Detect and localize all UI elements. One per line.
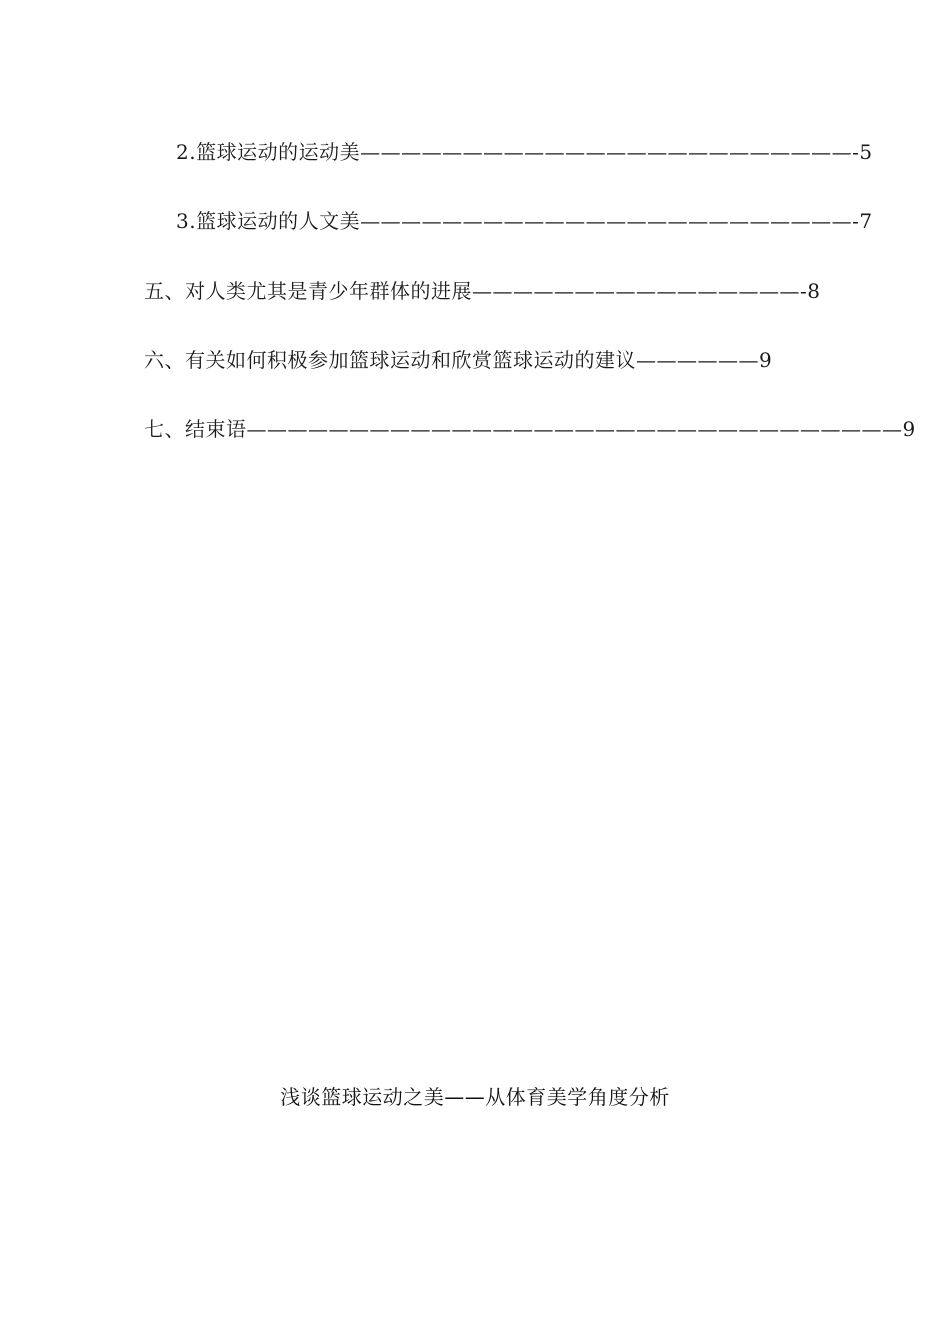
toc-entry-sports-beauty: 2.篮球运动的运动美————————————————————————-5: [176, 140, 873, 164]
toc-entry-humanistic-beauty: 3.篮球运动的人文美————————————————————————-7: [176, 209, 873, 233]
toc-entry-section-six: 六、有关如何积极参加篮球运动和欣赏篮球运动的建议——————9: [144, 348, 773, 372]
article-title: 浅谈篮球运动之美——从体育美学角度分析: [280, 1085, 670, 1109]
toc-entry-section-five: 五、对人类尤其是青少年群体的进展————————————————-8: [144, 279, 821, 303]
toc-entry-section-seven: 七、结束语————————————————————————————————9: [144, 417, 916, 441]
